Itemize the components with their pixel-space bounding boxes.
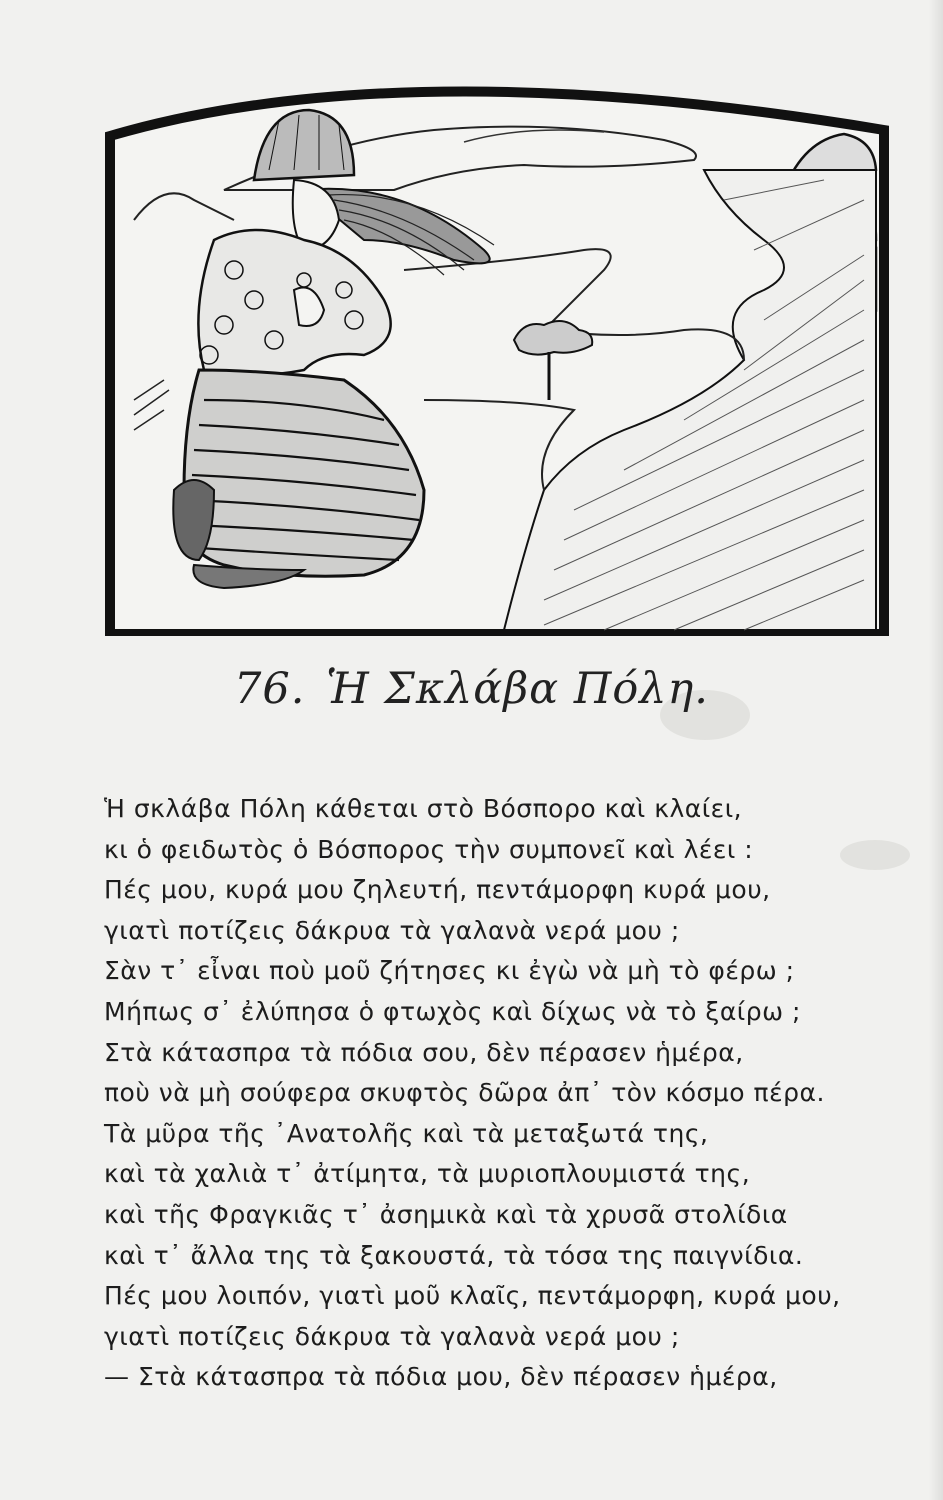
poem-line: ποὺ νὰ μὴ σούφερα σκυφτὸς δῶρα ἀπ᾽ τὸν κόσμο πέρα. bbox=[104, 1078, 825, 1108]
poem-number: 76. bbox=[234, 664, 306, 714]
poem-line: Σὰν τ᾽ εἶναι ποὺ μοῦ ζήτησες κι ἐγὼ νὰ μὴ τὸ φέρω ; bbox=[104, 956, 795, 986]
poem-line: Τὰ μῦρα τῆς ᾽Ανατολῆς καὶ τὰ μεταξωτά της, bbox=[104, 1118, 709, 1148]
poem-line: Πές μου λοιπόν, γιατὶ μοῦ κλαῖς, πεντάμορφη, κυρά μου, bbox=[104, 1281, 841, 1311]
poem-line: καὶ τῆς Φραγκιᾶς τ᾽ ἀσημικὰ καὶ τὰ χρυσᾶ στολίδια bbox=[104, 1199, 788, 1229]
poem-line: κι ὁ φειδωτὸς ὁ Βόσπορος τὴν συμπονεῖ καὶ λέει : bbox=[104, 834, 754, 864]
poem-line: Ἡ σκλάβα Πόλη κάθεται στὸ Βόσπορο καὶ κλαίει, bbox=[104, 794, 743, 823]
poem-line: Στὰ κάτασπρα τὰ πόδια σου, δὲν πέρασεν ἡμέρα, bbox=[104, 1037, 744, 1067]
engraving-illustration bbox=[104, 70, 890, 636]
poem-line: — Στὰ κάτασπρα τὰ πόδια μου, δὲν πέρασεν ἡμέρα, bbox=[104, 1362, 778, 1392]
poem-line: Πές μου, κυρά μου ζηλευτή, πεντάμορφη κυρά μου, bbox=[104, 875, 771, 905]
page-edge-shadow bbox=[929, 0, 943, 1500]
poem-line: Μήπως σ᾽ ἐλύπησα ὁ φτωχὸς καὶ δίχως νὰ τὸ ξαίρω ; bbox=[104, 996, 801, 1026]
poem-title bbox=[0, 664, 943, 714]
poem-line: γιατὶ ποτίζεις δάκρυα τὰ γαλανὰ νερά μου ; bbox=[104, 1321, 680, 1351]
poem-body bbox=[104, 789, 884, 1398]
illustration-svg bbox=[104, 70, 890, 636]
poem-line: καὶ τ᾽ ἄλλα της τὰ ξακουστά, τὰ τόσα της παιγνίδια. bbox=[104, 1240, 804, 1270]
poem-line: γιατὶ ποτίζεις δάκρυα τὰ γαλανὰ νερά μου ; bbox=[104, 915, 680, 945]
poem-line: καὶ τὰ χαλιὰ τ᾽ ἀτίμητα, τὰ μυριοπλουμιστά της, bbox=[104, 1159, 751, 1189]
poem-title-text: Ἡ Σκλάβα Πόλη. bbox=[326, 664, 709, 714]
